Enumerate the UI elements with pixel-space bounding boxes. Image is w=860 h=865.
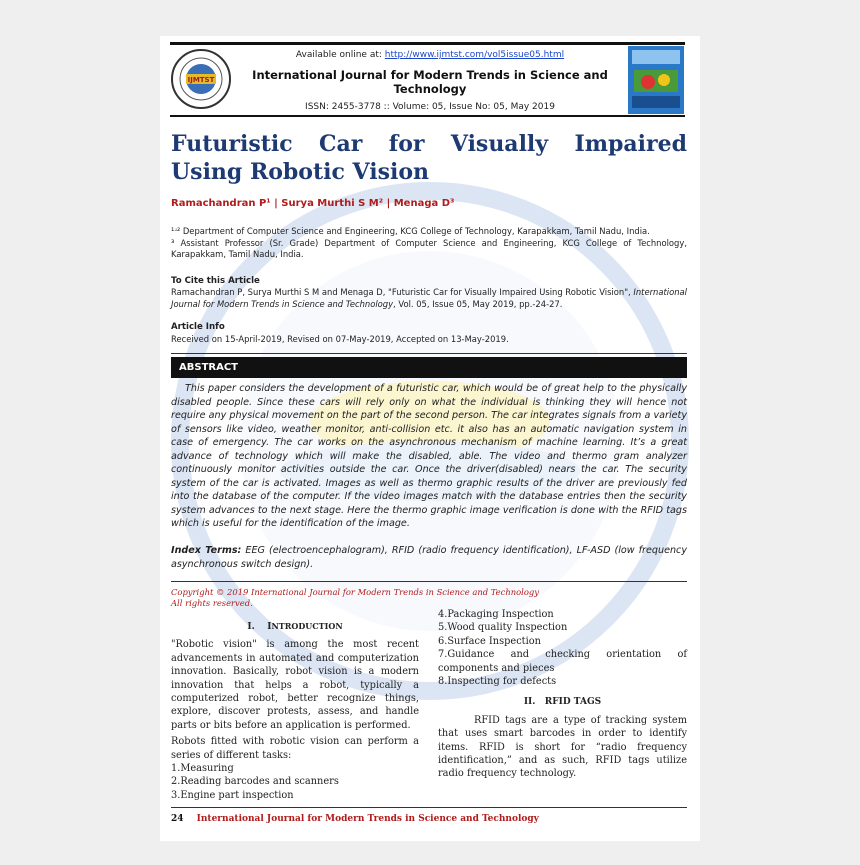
journal-logo-seal xyxy=(170,48,232,110)
section-title-initial: I xyxy=(267,622,272,632)
intro-paragraph-1: "Robotic vision" is among the most recent advancements in automated and computerization innovation. Basically, robot vision is a modern innovation that helps a robot, typically a computerized robot, better recognize things, explore, discover protests, assess, and handle parts or bits before an application is performed. xyxy=(171,639,419,731)
journal-header xyxy=(240,50,620,112)
cite-end: , Vol. 05, Issue 05, May 2019, pp.-24-27. xyxy=(393,298,563,309)
affiliations xyxy=(171,226,687,261)
intro-paragraph-2: Robots fitted with robotic vision can perform a series of different tasks: xyxy=(171,736,419,761)
affiliation-1: ¹ʴ² Department of Computer Science and Engineering, KCG College of Technology, Karapakkam, Tamil Nadu, India. xyxy=(171,226,650,236)
article-info-dates: Received on 15-April-2019, Revised on 07-May-2019, Accepted on 13-May-2019. xyxy=(171,334,509,344)
header-top-rule xyxy=(170,42,685,45)
right-column xyxy=(438,608,687,781)
abstract-body: This paper considers the development of a futuristic car, which would be of great help to the physically disabled people. Since these cars will rely only on what the individual is thinking they will hence not require any physical movement on the part of the second person. The car integrates signals from a variety of sensors like video, weather monitor, anti-collision etc. it also has an automatic navigation system in case of emergency. The car works on the asynchronous mechanism of machine learning. It’s a great advance of technology which will make the disabled, able. The video and thermo gram analyzer continuously monitor activities outside the car. Once the driver(disabled) nears the car. The security system of the car is activated. Images as well as thermo graphic results of the driver are previously fed into the database of the computer. If the video images match with the database entries then the security system advances to the next stage. Here the thermo graphic image verification is done with the RFID tags which is useful for the identification of the image. xyxy=(171,383,687,529)
list-item: 5.Wood quality Inspection xyxy=(438,622,568,634)
svg-text:IJMTST: IJMTST xyxy=(187,76,215,84)
list-item: 6.Surface Inspection xyxy=(438,635,541,647)
author-list: Ramachandran P¹ | Surya Murthi S M² | Menaga D³ xyxy=(171,198,455,209)
section-title-rest: NTRODUCTION xyxy=(271,621,343,631)
journal-cover-thumbnail xyxy=(628,46,684,114)
rights-line: All rights reserved. xyxy=(171,598,253,608)
list-item: 8.Inspecting for defects xyxy=(438,676,557,688)
footer-rule xyxy=(171,807,687,808)
available-label: Available online at: xyxy=(295,50,382,60)
abstract-text xyxy=(171,382,687,531)
list-item: 2.Reading barcodes and scanners xyxy=(171,776,339,788)
cite-plain: Ramachandran P, Surya Murthi S M and Menaga D, "Futuristic Car for Visually Impaired Using Robotic Vision", xyxy=(171,287,631,297)
index-terms xyxy=(171,544,687,571)
cite-heading: To Cite this Article xyxy=(171,276,260,286)
list-item: 7.Guidance and checking orientation of components and pieces xyxy=(438,649,687,674)
affiliation-2: ³ Assistant Professor (Sr. Grade) Department of Computer Science and Engineering, KCG College of Technology, Karapakkam, Tamil Nadu, India. xyxy=(171,237,687,259)
rfid-paragraph: RFID tags are a type of tracking system that uses smart barcodes in order to identify items. RFID is short for “radio frequency identification,” and as such, RFID tags utilize radio frequency technology. xyxy=(438,714,687,780)
journal-url-link[interactable]: http://www.ijmtst.com/vol5issue05.html xyxy=(384,50,565,60)
rfid-heading: II. RFID TAGS xyxy=(523,697,602,708)
footer-journal-name: International Journal for Modern Trends in Science and Technology xyxy=(196,814,539,824)
page-number: 24 xyxy=(171,814,184,824)
section-rule xyxy=(171,581,687,582)
left-column xyxy=(171,620,419,802)
header-bottom-rule xyxy=(170,115,685,117)
cite-text xyxy=(171,287,687,310)
page-footer xyxy=(171,814,539,824)
paper-title: Futuristic Car for Visually Impaired Using Robotic Vision xyxy=(171,131,687,185)
section-rule xyxy=(171,353,687,354)
abstract-heading: ABSTRACT xyxy=(179,362,238,373)
availability-line xyxy=(240,50,620,60)
index-terms-label: Index Terms: xyxy=(171,545,242,556)
copyright-line: Copyright © 2019 International Journal for Modern Trends in Science and Technology xyxy=(171,587,539,597)
abstract-heading-bar xyxy=(171,357,687,378)
cite-journal: International Journal for Modern Trends in Science and Technology xyxy=(171,287,687,309)
list-item: 1.Measuring xyxy=(171,763,234,775)
journal-name: International Journal for Modern Trends in Science and Technology xyxy=(252,68,608,96)
paper-page xyxy=(160,36,700,841)
issn-line: ISSN: 2455-3778 :: Volume: 05, Issue No: 05, May 2019 xyxy=(305,102,555,112)
index-terms-text: EEG (electroencephalogram), RFID (radio frequency identification), LF-ASD (low frequency asynchronous switch design). xyxy=(171,545,687,570)
article-info-heading: Article Info xyxy=(171,322,225,332)
section-number: I. xyxy=(247,622,255,632)
list-item: 3.Engine part inspection xyxy=(171,789,294,801)
list-item: 4.Packaging Inspection xyxy=(438,609,554,620)
introduction-heading xyxy=(171,620,419,634)
copyright-notice xyxy=(171,587,539,609)
